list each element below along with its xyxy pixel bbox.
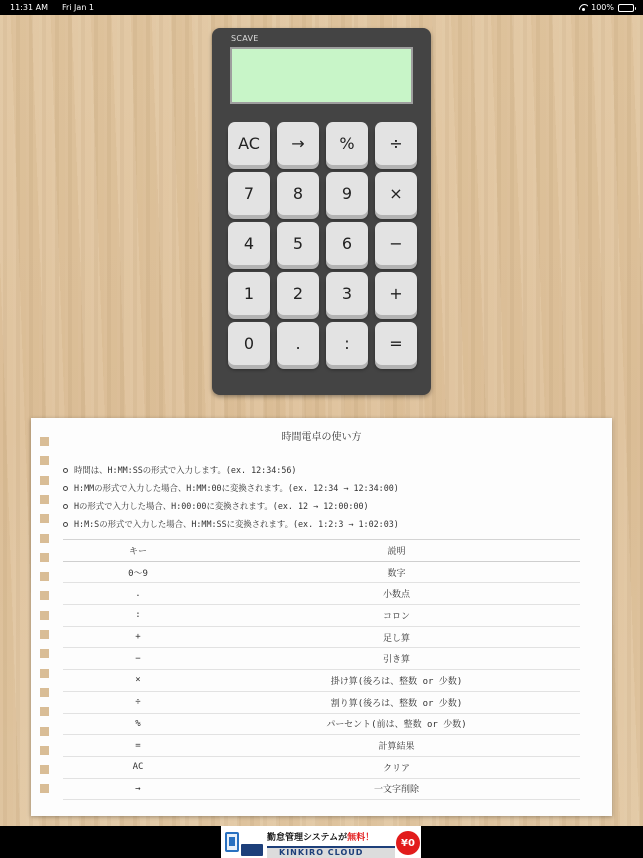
table-row bbox=[63, 778, 580, 800]
binding-hole bbox=[40, 727, 49, 736]
decimal-point-key[interactable]: . bbox=[277, 322, 319, 365]
description-cell: 足し算 bbox=[213, 626, 580, 648]
description-cell: パーセント(前は、整数 or 少数) bbox=[213, 713, 580, 735]
wifi-icon bbox=[579, 4, 588, 11]
status-date: Fri Jan 1 bbox=[61, 3, 95, 12]
description-cell: 数字 bbox=[213, 561, 580, 583]
calculator bbox=[212, 28, 431, 395]
key-cell: : bbox=[63, 605, 213, 627]
battery-icon bbox=[618, 4, 634, 12]
calculator-brand: SCAVE bbox=[231, 34, 259, 43]
digit-2-key[interactable]: 2 bbox=[277, 272, 319, 315]
digit-0-key[interactable]: 0 bbox=[228, 322, 270, 365]
backspace-key[interactable]: → bbox=[277, 122, 319, 165]
table-row bbox=[63, 561, 580, 583]
ad-bar bbox=[0, 826, 643, 858]
card-icon bbox=[241, 844, 263, 856]
calculator-display bbox=[230, 47, 413, 104]
table-row bbox=[63, 691, 580, 713]
key-cell: + bbox=[63, 626, 213, 648]
digit-4-key[interactable]: 4 bbox=[228, 222, 270, 265]
description-cell: 割り算(後ろは、整数 or 少数) bbox=[213, 691, 580, 713]
table-row bbox=[63, 756, 580, 778]
table-row bbox=[63, 626, 580, 648]
status-time: 11:31 AM bbox=[10, 3, 48, 12]
table-row bbox=[63, 583, 580, 605]
binding-hole bbox=[40, 630, 49, 639]
table-row bbox=[63, 735, 580, 757]
key-cell: → bbox=[63, 778, 213, 800]
digit-7-key[interactable]: 7 bbox=[228, 172, 270, 215]
bullet-item: H:M:Sの形式で入力した場合、H:MM:SSに変換されます。(ex. 1:2:3 → 1:02:03) bbox=[63, 515, 399, 533]
binding-hole bbox=[40, 669, 49, 678]
binding-hole bbox=[40, 534, 49, 543]
key-cell: 0～9 bbox=[63, 561, 213, 583]
description-cell: コロン bbox=[213, 605, 580, 627]
binding-hole bbox=[40, 572, 49, 581]
bullet-icon bbox=[63, 468, 68, 473]
divide-key[interactable]: ÷ bbox=[375, 122, 417, 165]
description-cell: クリア bbox=[213, 756, 580, 778]
status-right bbox=[579, 3, 634, 12]
instructions-bullets bbox=[63, 461, 399, 533]
digit-5-key[interactable]: 5 bbox=[277, 222, 319, 265]
binding-hole bbox=[40, 495, 49, 504]
table-header-row bbox=[63, 540, 580, 562]
binding-hole bbox=[40, 591, 49, 600]
description-cell: 一文字削除 bbox=[213, 778, 580, 800]
column-header-description: 説明 bbox=[213, 540, 580, 562]
ad-banner[interactable] bbox=[221, 826, 421, 858]
bullet-item: Hの形式で入力した場合、H:00:00に変換されます。(ex. 12 → 12:00:00) bbox=[63, 497, 399, 515]
ad-product-name: KINKIRO CLOUD bbox=[267, 846, 395, 858]
binding-hole bbox=[40, 611, 49, 620]
table-body bbox=[63, 561, 580, 800]
digit-8-key[interactable]: 8 bbox=[277, 172, 319, 215]
table-row bbox=[63, 648, 580, 670]
tablet-icon bbox=[225, 832, 239, 852]
instructions-title: 時間電卓の使い方 bbox=[281, 432, 362, 443]
description-cell: 計算結果 bbox=[213, 735, 580, 757]
key-reference-table bbox=[63, 539, 580, 800]
percent-key[interactable]: % bbox=[326, 122, 368, 165]
digit-6-key[interactable]: 6 bbox=[326, 222, 368, 265]
bullet-icon bbox=[63, 522, 68, 527]
key-cell: % bbox=[63, 713, 213, 735]
key-cell: − bbox=[63, 648, 213, 670]
ad-headline: 勤怠管理システムが無料！ bbox=[267, 833, 375, 843]
digit-1-key[interactable]: 1 bbox=[228, 272, 270, 315]
binding-hole bbox=[40, 514, 49, 523]
all-clear-key[interactable]: AC bbox=[228, 122, 270, 165]
instructions-notepad bbox=[31, 418, 612, 816]
digit-9-key[interactable]: 9 bbox=[326, 172, 368, 215]
bullet-item: 時間は、H:MM:SSの形式で入力します。(ex. 12:34:56) bbox=[63, 461, 399, 479]
table-row bbox=[63, 670, 580, 692]
status-bar bbox=[0, 0, 643, 15]
binding-hole bbox=[40, 688, 49, 697]
add-key[interactable]: + bbox=[375, 272, 417, 315]
description-cell: 小数点 bbox=[213, 583, 580, 605]
colon-key[interactable]: : bbox=[326, 322, 368, 365]
key-cell: × bbox=[63, 670, 213, 692]
ad-price-badge: ¥0 bbox=[396, 831, 420, 855]
digit-3-key[interactable]: 3 bbox=[326, 272, 368, 315]
bullet-icon bbox=[63, 504, 68, 509]
binding-hole bbox=[40, 746, 49, 755]
description-cell: 引き算 bbox=[213, 648, 580, 670]
description-cell: 掛け算(後ろは、整数 or 少数) bbox=[213, 670, 580, 692]
table-row bbox=[63, 605, 580, 627]
multiply-key[interactable]: × bbox=[375, 172, 417, 215]
binding-hole bbox=[40, 784, 49, 793]
binding-hole bbox=[40, 765, 49, 774]
binding-hole bbox=[40, 456, 49, 465]
binding-hole bbox=[40, 553, 49, 562]
key-cell: ÷ bbox=[63, 691, 213, 713]
binding-hole bbox=[40, 649, 49, 658]
key-cell: . bbox=[63, 583, 213, 605]
column-header-key: キー bbox=[63, 540, 213, 562]
key-cell: = bbox=[63, 735, 213, 757]
table-row bbox=[63, 713, 580, 735]
key-cell: AC bbox=[63, 756, 213, 778]
binding-hole bbox=[40, 476, 49, 485]
bullet-icon bbox=[63, 486, 68, 491]
equals-key[interactable]: = bbox=[375, 322, 417, 365]
bullet-item: H:MMの形式で入力した場合、H:MM:00に変換されます。(ex. 12:34 → 12:34:00) bbox=[63, 479, 399, 497]
subtract-key[interactable]: − bbox=[375, 222, 417, 265]
battery-percent: 100% bbox=[591, 3, 614, 12]
status-left bbox=[10, 3, 94, 12]
binding-hole bbox=[40, 707, 49, 716]
